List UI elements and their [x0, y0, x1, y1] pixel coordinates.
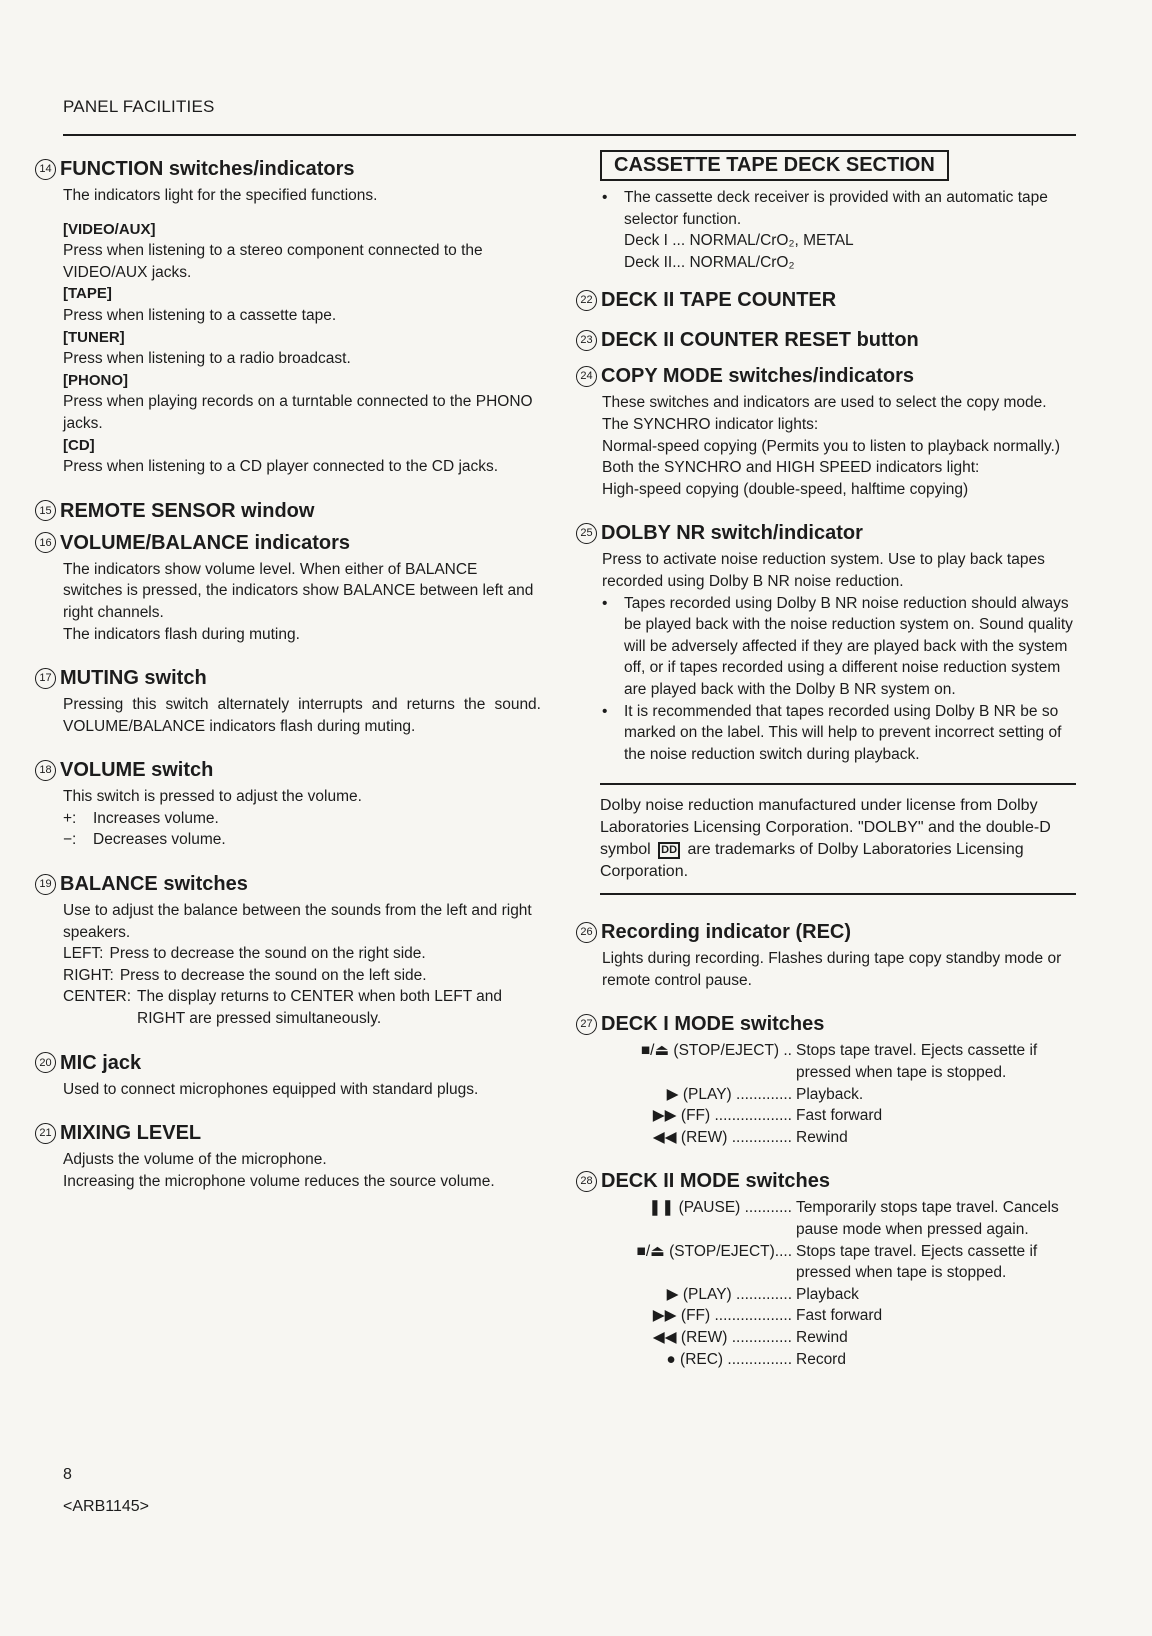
- section-title: BALANCE switches: [60, 873, 248, 896]
- paragraph: Increasing the microphone volume reduces the source volume.: [63, 1172, 495, 1190]
- notice-line: Dolby noise reduction manufactured under license from Dolby Laboratories Licensing Corporation.: [600, 797, 1038, 837]
- rew-key: ◀◀ (REW) ..............: [652, 1329, 792, 1346]
- item-number-badge: 18: [35, 760, 56, 781]
- cassette-section-title: CASSETTE TAPE DECK SECTION: [600, 150, 949, 181]
- mode-row: [602, 1127, 1076, 1149]
- mode-row: [602, 1327, 1076, 1349]
- section-dolby-nr: [580, 520, 1076, 765]
- item-number-badge: 16: [35, 532, 56, 553]
- paragraph: Adjusts the volume of the microphone.: [63, 1151, 327, 1169]
- left-key: LEFT:: [63, 945, 104, 963]
- function-text-phono: Press when playing records on a turntable connected to the PHONO jacks.: [63, 393, 533, 432]
- function-label-video-aux: [VIDEO/AUX]: [63, 220, 156, 238]
- rec-key: ● (REC) ...............: [666, 1350, 792, 1368]
- function-label-tuner: [TUNER]: [63, 328, 125, 346]
- plus-key: +:: [63, 809, 77, 827]
- minus-key: −:: [63, 831, 77, 849]
- section-function: [39, 156, 541, 478]
- right-column: [580, 150, 1076, 1390]
- paragraph: Normal-speed copying (Permits you to listen to playback normally.): [602, 437, 1061, 455]
- section-remote-sensor: [39, 498, 541, 524]
- page-number: 8: [63, 1466, 72, 1483]
- paragraph: Press to activate noise reduction system. Use to play back tapes recorded using Dolby B NR noise reduction.: [602, 551, 1045, 590]
- notice-line: are trademarks of Dolby Laboratories Licensing Corporation.: [600, 841, 1024, 881]
- right-value: Press to decrease the sound on the left side.: [119, 966, 427, 984]
- item-number-badge: 19: [35, 874, 56, 895]
- paragraph: Pressing this switch alternately interrupts and returns the sound. VOLUME/BALANCE indicators flash during muting.: [63, 696, 541, 735]
- section-volume-switch: [39, 757, 541, 851]
- section-title: DECK II TAPE COUNTER: [601, 289, 837, 312]
- function-label-phono: [PHONO]: [63, 371, 128, 389]
- section-title: DECK I MODE switches: [601, 1013, 825, 1036]
- section-title: REMOTE SENSOR window: [60, 499, 315, 522]
- deck-1-formats: Deck I ... NORMAL/CrO₂, METAL: [624, 232, 854, 250]
- section-counter-reset: [580, 327, 1076, 353]
- ff-key: ▶▶ (FF) ..................: [652, 1307, 792, 1325]
- paragraph: This switch is pressed to adjust the volume.: [63, 788, 362, 806]
- mode-row: [602, 1305, 1076, 1327]
- dolby-bullet: • It is recommended that tapes recorded using Dolby B NR be so marked on the label. This will help to prevent incorrect setting of the noise reduction switch during playback.: [602, 701, 1076, 766]
- section-recording-indicator: [580, 919, 1076, 991]
- center-value: The display returns to CENTER when both LEFT and RIGHT are pressed simultaneously.: [137, 988, 503, 1028]
- mode-row: [602, 1349, 1076, 1371]
- paragraph: Use to adjust the balance between the sounds from the left and right speakers.: [63, 902, 532, 941]
- section-title: FUNCTION switches/indicators: [60, 158, 355, 180]
- mode-row: [602, 1284, 1076, 1306]
- paragraph: The SYNCHRO indicator lights:: [602, 415, 819, 433]
- section-volume-balance-indicators: [39, 530, 541, 645]
- notice-line: "DOLBY" and the double-D symbol: [600, 819, 1051, 859]
- section-deck2-counter: [580, 287, 1076, 313]
- item-number-badge: 24: [576, 366, 597, 387]
- center-key: CENTER:: [63, 988, 132, 1006]
- item-number-badge: 28: [576, 1171, 597, 1192]
- stop-eject-key: ■/⏏ (STOP/EJECT)....: [636, 1242, 792, 1260]
- function-text-tape: Press when listening to a cassette tape.: [63, 306, 337, 324]
- item-number-badge: 23: [576, 330, 597, 351]
- section-title: MIC jack: [60, 1051, 142, 1074]
- section-deck1-mode: [580, 1011, 1076, 1148]
- paragraph: The indicators show volume level. When either of BALANCE switches is pressed, the indicators show BALANCE between left and right channels.: [63, 560, 534, 621]
- header-rule: [63, 134, 1076, 136]
- section-balance-switches: [39, 871, 541, 1030]
- function-label-tape: [TAPE]: [63, 285, 112, 303]
- function-text-video-aux: Press when listening to a stereo component connected to the VIDEO/AUX jacks.: [63, 242, 483, 281]
- mode-row: [602, 1197, 1076, 1240]
- section-cassette-deck: [602, 150, 1076, 273]
- section-title: MUTING switch: [60, 667, 207, 690]
- section-muting: [39, 665, 541, 737]
- mode-description: Playback: [796, 1285, 859, 1303]
- item-number-badge: 22: [576, 290, 597, 311]
- mode-description: Stops tape travel. Ejects cassette if pressed when tape is stopped.: [796, 1042, 1038, 1082]
- left-value: Press to decrease the sound on the right side.: [109, 945, 426, 963]
- paragraph: Lights during recording. Flashes during tape copy standby mode or remote control pause.: [602, 950, 1062, 989]
- mode-row: [602, 1241, 1076, 1284]
- section-title: COPY MODE switches/indicators: [601, 365, 915, 388]
- mode-description: Stops tape travel. Ejects cassette if pressed when tape is stopped.: [796, 1242, 1038, 1282]
- mode-description: Temporarily stops tape travel. Cancels pause mode when pressed again.: [796, 1199, 1059, 1239]
- mode-description: Fast forward: [796, 1107, 883, 1125]
- item-number-badge: 27: [576, 1014, 597, 1035]
- dolby-double-d-icon: DD: [658, 842, 680, 859]
- mode-description: Rewind: [796, 1128, 848, 1146]
- function-text-cd: Press when listening to a CD player connected to the CD jacks.: [63, 458, 499, 476]
- mode-description: Rewind: [796, 1329, 848, 1346]
- mode-description: Record: [796, 1350, 846, 1368]
- paragraph: Used to connect microphones equipped with standard plugs.: [63, 1080, 479, 1098]
- plus-value: Increases volume.: [93, 809, 219, 827]
- section-title: VOLUME/BALANCE indicators: [60, 531, 351, 554]
- item-number-badge: 26: [576, 922, 597, 943]
- paragraph: Both the SYNCHRO and HIGH SPEED indicators light:: [602, 459, 980, 477]
- paragraph: These switches and indicators are used to select the copy mode.: [602, 394, 1047, 412]
- item-number-badge: 15: [35, 500, 56, 521]
- function-text-tuner: Press when listening to a radio broadcast.: [63, 350, 351, 368]
- play-key: ▶ (PLAY) .............: [666, 1085, 792, 1103]
- section-title: DECK II COUNTER RESET button: [601, 329, 919, 352]
- deck-2-formats: Deck II... NORMAL/CrO₂: [624, 253, 795, 271]
- item-number-badge: 14: [35, 159, 56, 180]
- item-number-badge: 25: [576, 523, 597, 544]
- rew-key: ◀◀ (REW) ..............: [652, 1128, 792, 1146]
- section-title: VOLUME switch: [60, 759, 214, 782]
- section-title: DOLBY NR switch/indicator: [601, 522, 863, 545]
- section-copy-mode: [580, 363, 1076, 500]
- left-column: [39, 156, 541, 1212]
- mode-row: [602, 1040, 1076, 1083]
- item-number-badge: 21: [35, 1123, 56, 1144]
- right-key: RIGHT:: [63, 966, 114, 984]
- item-number-badge: 20: [35, 1052, 56, 1073]
- paragraph: High-speed copying (double-speed, halftime copying): [602, 480, 969, 498]
- play-key: ▶ (PLAY) .............: [666, 1285, 792, 1303]
- page-header: PANEL FACILITIES: [63, 97, 215, 116]
- pause-key: ❚❚ (PAUSE) ...........: [648, 1199, 792, 1217]
- dolby-bullet: • Tapes recorded using Dolby B NR noise reduction should always be played back with the noise reduction system on. Sound quality will be adversely affected if they are played back with the system off, or if tapes recorded using a different noise reduction system are played back with the Dolby B NR system on.: [602, 593, 1076, 701]
- section-intro: The indicators light for the specified functions.: [63, 187, 378, 204]
- mode-description: Fast forward: [796, 1307, 883, 1325]
- function-label-cd: [CD]: [63, 436, 95, 454]
- minus-value: Decreases volume.: [93, 831, 226, 849]
- mode-row: [602, 1084, 1076, 1106]
- cassette-bullet: • The cassette deck receiver is provided with an automatic tape selector function.: [602, 187, 1076, 230]
- section-deck2-mode: [580, 1168, 1076, 1370]
- item-number-badge: 17: [35, 668, 56, 689]
- section-mixing-level: [39, 1120, 541, 1192]
- section-title: MIXING LEVEL: [60, 1122, 202, 1145]
- section-mic-jack: [39, 1050, 541, 1101]
- mode-row: [602, 1105, 1076, 1127]
- section-title: DECK II MODE switches: [601, 1170, 830, 1193]
- paragraph: The indicators flash during muting.: [63, 625, 300, 643]
- ff-key: ▶▶ (FF) ..................: [652, 1107, 792, 1125]
- section-title: Recording indicator (REC): [601, 921, 852, 944]
- mode-description: Playback.: [796, 1085, 864, 1103]
- document-code: <ARB1145>: [63, 1498, 149, 1515]
- dolby-license-notice: [600, 783, 1076, 895]
- stop-eject-key: ■/⏏ (STOP/EJECT) ..: [640, 1042, 792, 1060]
